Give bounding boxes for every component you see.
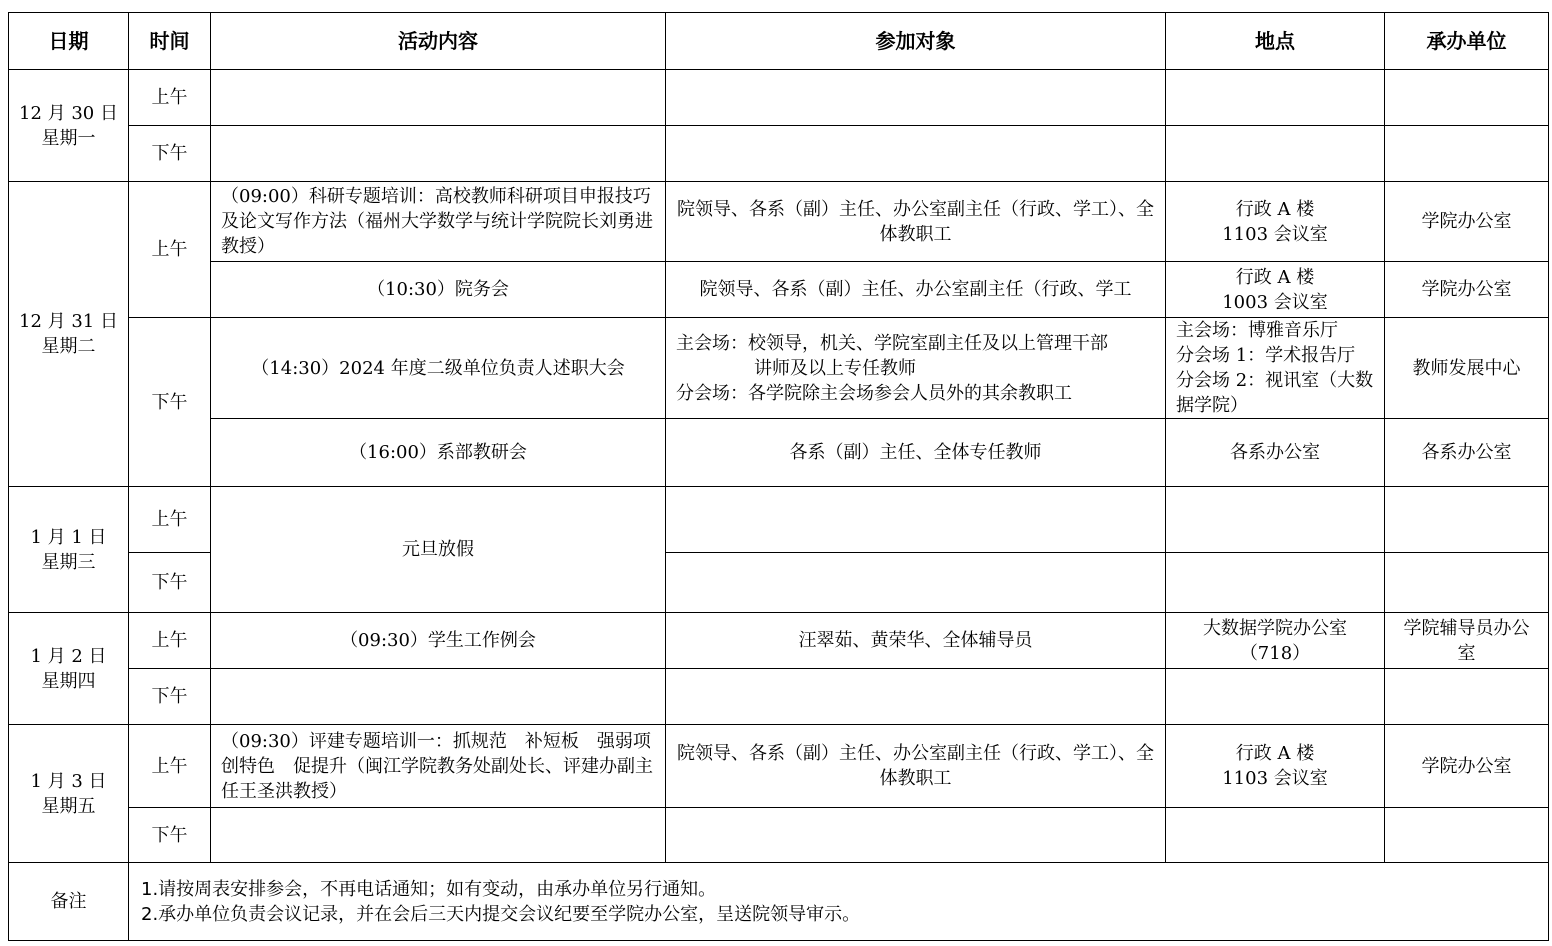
organizer-cell: 学院办公室: [1385, 182, 1549, 262]
date-text: 12 月 30 日: [19, 102, 118, 124]
location-cell: [1166, 318, 1385, 419]
table-row: [9, 182, 1549, 262]
location-cell: [1166, 553, 1385, 613]
date-text: 1 月 1 日: [30, 526, 107, 548]
weekday-text: 星期二: [41, 336, 96, 357]
activity-cell: 元旦放假: [211, 487, 666, 613]
location-cell: [1166, 725, 1385, 808]
location-line: 主会场：博雅音乐厅: [1176, 320, 1338, 341]
remarks-row: [9, 863, 1549, 941]
activity-cell: [211, 126, 666, 182]
location-cell: [1166, 182, 1385, 262]
header-activity: 活动内容: [211, 13, 666, 70]
location-cell: [1166, 126, 1385, 182]
location-cell: 大数据学院办公室（718）: [1166, 613, 1385, 669]
table-row: [9, 725, 1549, 808]
table-row: [9, 669, 1549, 725]
date-cell: [9, 613, 129, 725]
location-line: 分会场 2：视讯室（大数据学院）: [1176, 370, 1374, 416]
table-row: [9, 487, 1549, 553]
date-cell: [9, 182, 129, 487]
participants-text: 校领导，机关、学院室副主任及以上管理干部: [748, 332, 1108, 354]
date-cell: [9, 70, 129, 182]
organizer-cell: [1385, 487, 1549, 553]
time-slot: 下午: [129, 808, 211, 863]
header-date: 日期: [9, 13, 129, 70]
organizer-cell: [1385, 808, 1549, 863]
participants-cell: [666, 669, 1166, 725]
header-location: 地点: [1166, 13, 1385, 70]
activity-cell: [211, 808, 666, 863]
header-time: 时间: [129, 13, 211, 70]
participants-cell: [666, 318, 1166, 419]
weekly-schedule-table: [8, 12, 1549, 941]
participants-cell: [666, 70, 1166, 126]
organizer-cell: [1385, 126, 1549, 182]
table-row: [9, 70, 1549, 126]
activity-cell: （16:00）系部教研会: [211, 419, 666, 487]
date-cell: [9, 487, 129, 613]
organizer-cell: 教师发展中心: [1385, 318, 1549, 419]
participants-cell: 院领导、各系（副）主任、办公室副主任（行政、学工: [666, 262, 1166, 318]
location-line: 行政 A 楼: [1235, 743, 1315, 764]
location-cell: [1166, 808, 1385, 863]
organizer-cell: [1385, 669, 1549, 725]
activity-cell: [211, 669, 666, 725]
activity-cell: （09:00）科研专题培训：高校教师科研项目申报技巧及论文写作方法（福州大学数学与统计学院院长刘勇进教授）: [211, 182, 666, 262]
remark-line: 1.请按周表安排参会，不再电话通知；如有变动，由承办单位另行通知。: [141, 878, 717, 900]
remark-line: 2.承办单位负责会议记录，并在会后三天内提交会议纪要至学院办公室，呈送院领导审示。: [141, 903, 861, 925]
location-cell: [1166, 669, 1385, 725]
time-slot: 下午: [129, 126, 211, 182]
location-line: 分会场 1：学术报告厅: [1176, 345, 1356, 366]
participants-cell: 院领导、各系（副）主任、办公室副主任（行政、学工）、全体教职工: [666, 725, 1166, 808]
remarks-cell: [129, 863, 1549, 941]
location-cell: [1166, 70, 1385, 126]
participants-label: 主会场：: [676, 332, 748, 354]
organizer-cell: [1385, 553, 1549, 613]
weekday-text: 星期三: [41, 551, 96, 573]
time-slot: 上午: [129, 613, 211, 669]
organizer-cell: 学院辅导员办公室: [1385, 613, 1549, 669]
activity-cell: （10:30）院务会: [211, 262, 666, 318]
activity-cell: [211, 70, 666, 126]
activity-cell: （09:30）学生工作例会: [211, 613, 666, 669]
time-slot: 上午: [129, 725, 211, 808]
header-row: [9, 13, 1549, 70]
header-organizer: 承办单位: [1385, 13, 1549, 70]
location-line: 行政 A 楼: [1235, 198, 1315, 220]
participants-cell: 汪翠茹、黄荣华、全体辅导员: [666, 613, 1166, 669]
table-row: [9, 126, 1549, 182]
participants-text: 分会场：各学院除主会场参会人员外的其余教职工: [676, 382, 1072, 404]
header-participants: 参加对象: [666, 13, 1166, 70]
location-cell: 各系办公室: [1166, 419, 1385, 487]
organizer-cell: 各系办公室: [1385, 419, 1549, 487]
table-row: [9, 318, 1549, 419]
table-row: [9, 808, 1549, 863]
date-text: 1 月 3 日: [30, 770, 107, 792]
location-cell: [1166, 487, 1385, 553]
weekday-text: 星期四: [41, 670, 96, 692]
organizer-cell: 学院办公室: [1385, 262, 1549, 318]
activity-cell: （09:30）评建专题培训一：抓规范 补短板 强弱项 创特色 促提升（闽江学院教务处副处长、评建办副主任王圣洪教授）: [211, 725, 666, 808]
time-slot: 下午: [129, 553, 211, 613]
date-text: 12 月 31 日: [19, 311, 118, 332]
location-line: 1103 会议室: [1222, 223, 1328, 245]
participants-cell: [666, 487, 1166, 553]
remarks-label: 备注: [9, 863, 129, 941]
location-cell: [1166, 262, 1385, 318]
date-cell: [9, 725, 129, 863]
table-row: [9, 262, 1549, 318]
date-text: 1 月 2 日: [30, 645, 107, 667]
time-slot: 下午: [129, 669, 211, 725]
time-slot: 上午: [129, 70, 211, 126]
participants-cell: 院领导、各系（副）主任、办公室副主任（行政、学工）、全体教职工: [666, 182, 1166, 262]
participants-cell: [666, 126, 1166, 182]
table-row: [9, 613, 1549, 669]
participants-cell: [666, 808, 1166, 863]
weekday-text: 星期一: [41, 127, 96, 149]
location-line: 1003 会议室: [1222, 291, 1328, 313]
organizer-cell: 学院办公室: [1385, 725, 1549, 808]
participants-cell: 各系（副）主任、全体专任教师: [666, 419, 1166, 487]
time-slot: 上午: [129, 487, 211, 553]
participants-cell: [666, 553, 1166, 613]
location-line: 行政 A 楼: [1235, 266, 1315, 288]
time-slot: 下午: [129, 318, 211, 487]
location-line: 1103 会议室: [1222, 768, 1328, 789]
time-slot: 上午: [129, 182, 211, 318]
organizer-cell: [1385, 70, 1549, 126]
table-row: [9, 419, 1549, 487]
participants-text: 讲师及以上专任教师: [754, 357, 916, 379]
weekday-text: 星期五: [41, 795, 96, 817]
activity-cell: （14:30）2024 年度二级单位负责人述职大会: [211, 318, 666, 419]
